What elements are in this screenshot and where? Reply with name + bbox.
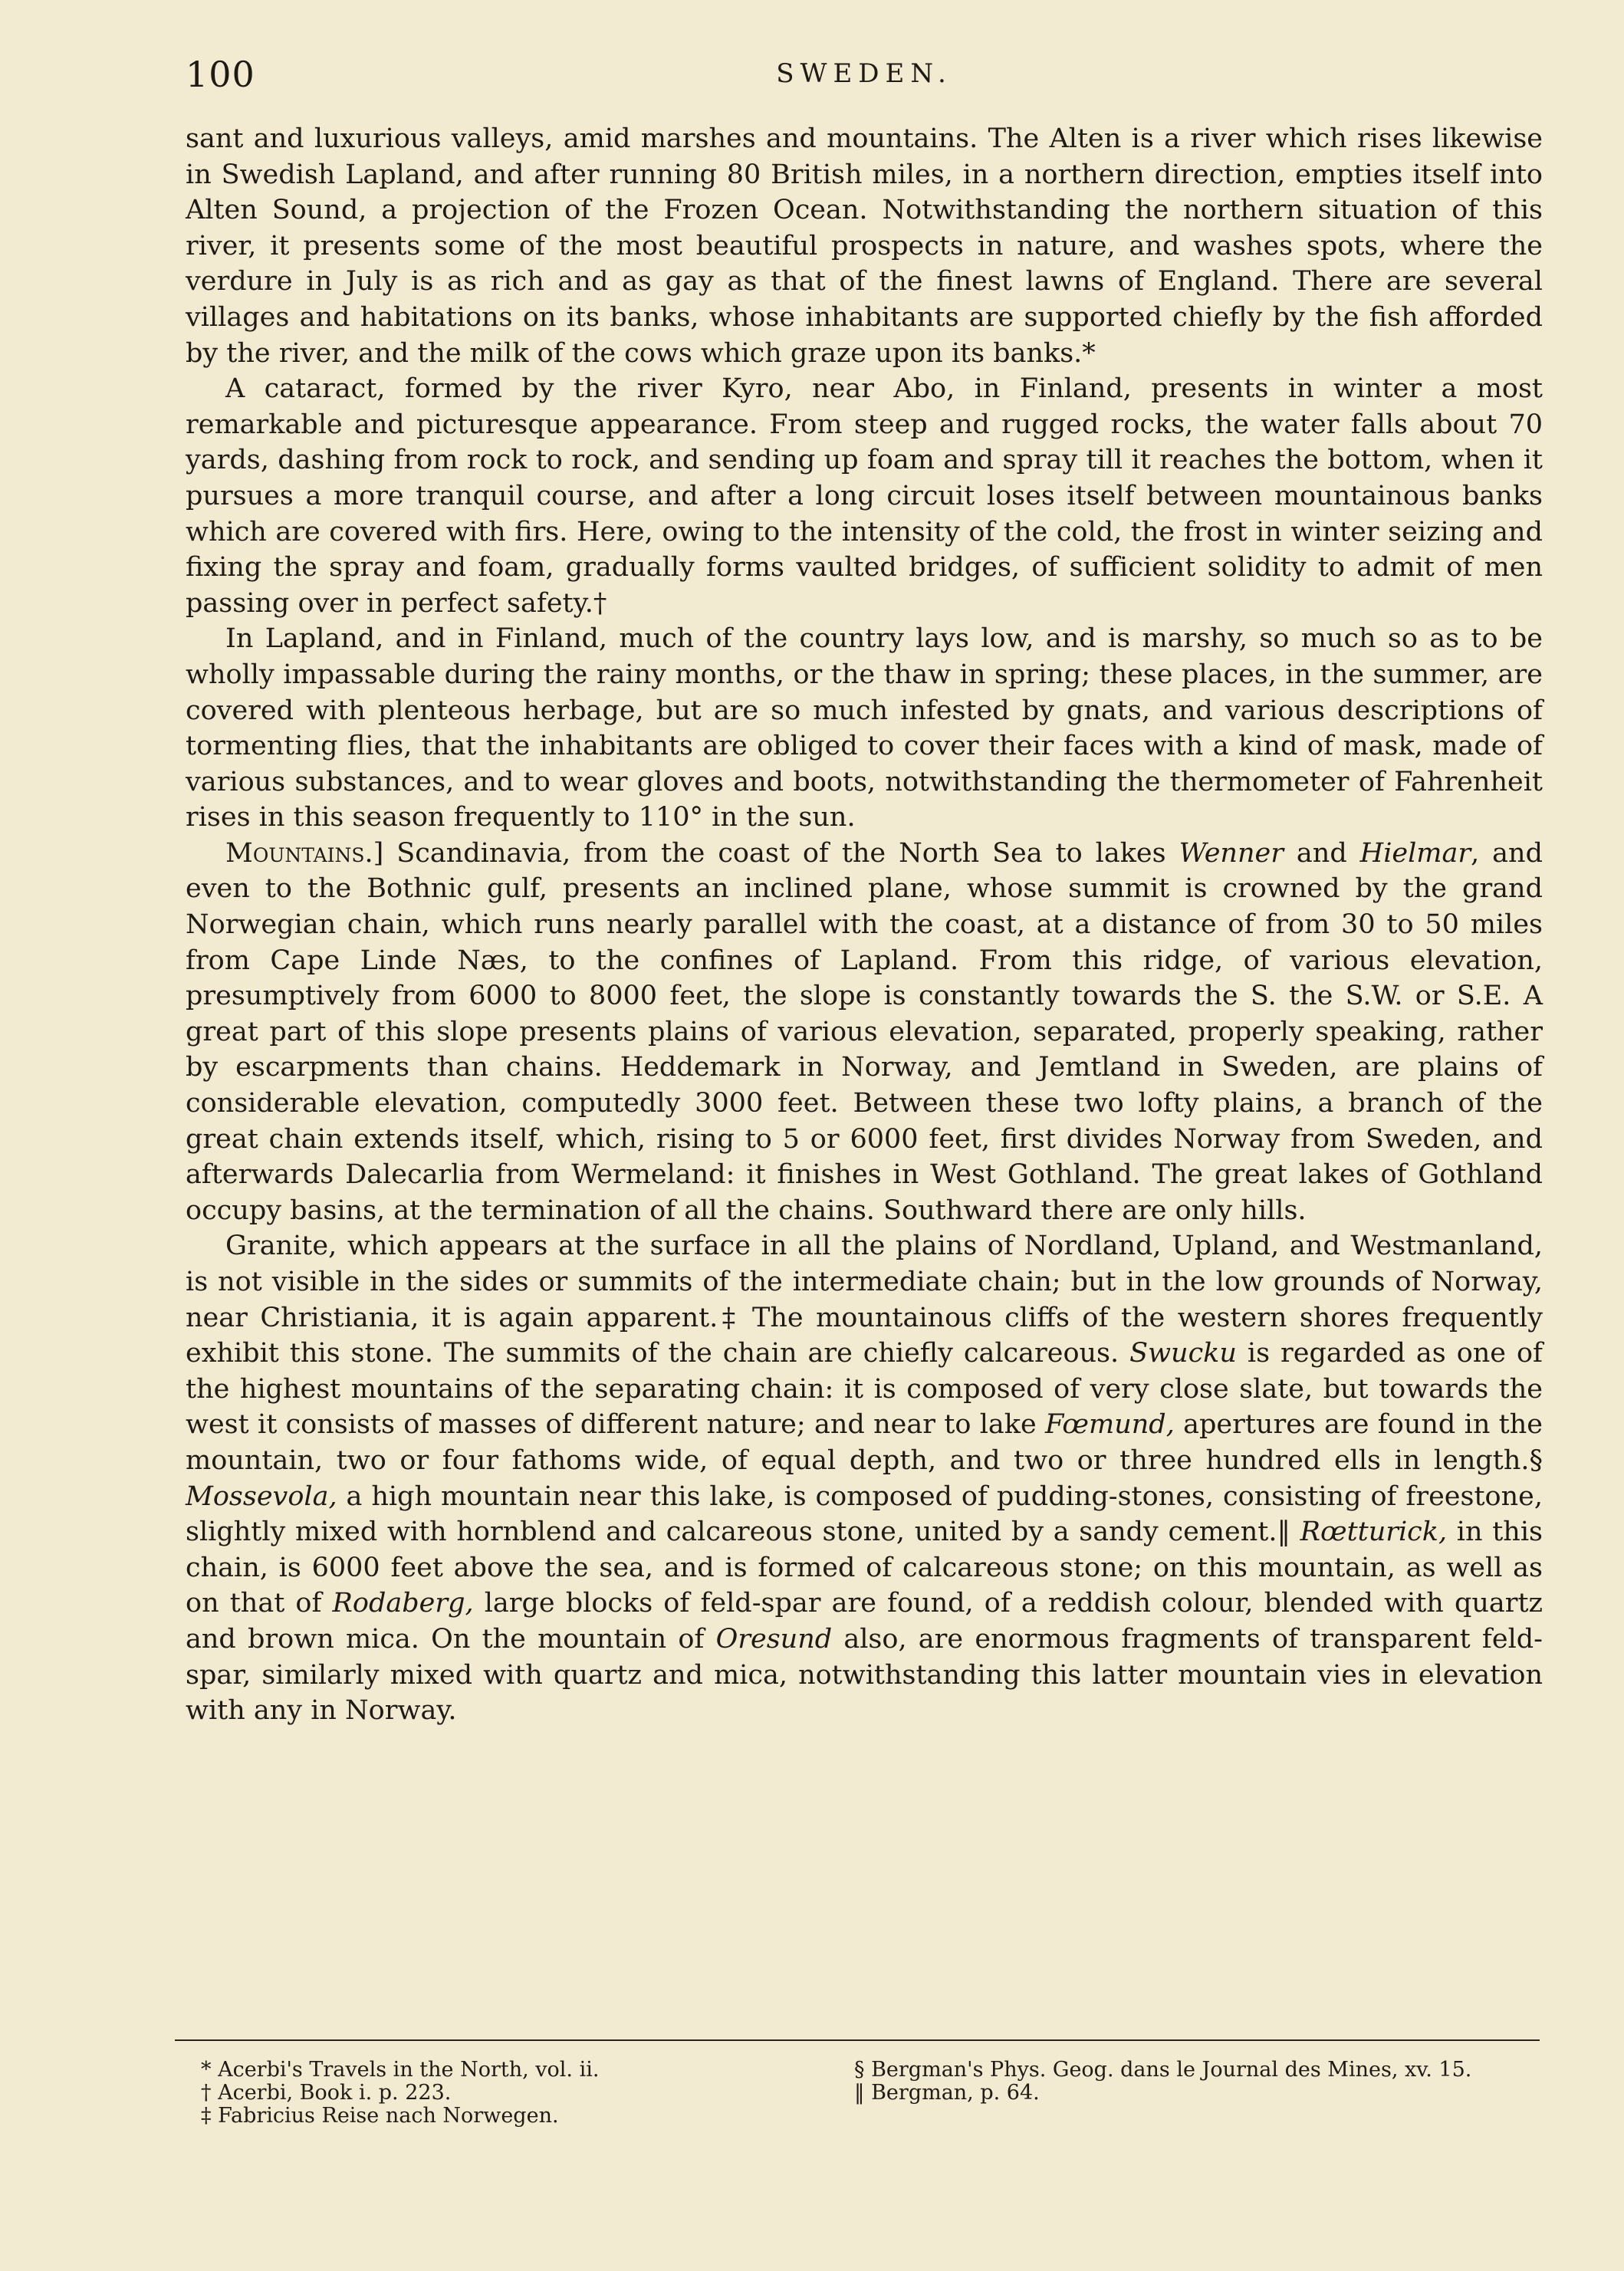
- paragraph-granite: [186, 1228, 1543, 1728]
- text-run: a high mountain near this lake, is composed of pudding-stones, consisting of freestone, slightly mixed with hornblend and calcareous stone, united by a sandy cement.‖: [186, 1481, 1543, 1548]
- body-text: [186, 121, 1543, 1729]
- place-name-mossevola: Mossevola,: [186, 1481, 337, 1512]
- footnote-rule: [175, 2039, 1540, 2041]
- text-run: , and even to the Bothnic gulf, presents an inclined plane, whose summit is crowned by the grand Norwegian chain, which runs nearly parallel with the coast, at a distance of from 30 to 50 miles from Cape Linde Næs, to the confines of Lapland. From this ridge, of various elevation, presumptively from 6000 to 8000 feet, the slope is constantly towards the S. the S.W. or S.E. A great part of this slope presents plains of various elevation, separated, properly speaking, rather by escarpments than chains. Heddemark in Norway, and Jemtland in Sweden, are plains of considerable elevation, computedly 3000 feet. Between these two lofty plains, a branch of the great chain extends itself, which, rising to 5 or 6000 feet, first divides Norway from Sweden, and afterwards Dalecarlia from Wermeland: it finishes in West Gothland. The great lakes of Gothland occupy basins, at the termination of all the chains. Southward there are only hills.: [186, 837, 1543, 1226]
- footnote: ‡ Fabricius Reise nach Norwegen.: [201, 2104, 559, 2128]
- place-name-foemund: Fœmund,: [1045, 1409, 1175, 1441]
- paragraph-mountains: [186, 836, 1543, 1229]
- text-run: and: [1283, 837, 1360, 869]
- text-run: Scandinavia, from the coast of the North Sea to lakes: [383, 837, 1179, 869]
- running-title: SWEDEN.: [776, 58, 952, 89]
- footnote: ‖ Bergman, p. 64.: [854, 2081, 1040, 2105]
- footnote: § Bergman's Phys. Geog. dans le Journal des Mines, xv. 15.: [854, 2058, 1472, 2082]
- text-run: is regarded as one of the highest mountains of the separating chain: it is composed of very close slate, but towards the west it consists of masses of different nature; and near to lake: [186, 1338, 1543, 1441]
- place-name-swucku: Swucku: [1129, 1338, 1237, 1369]
- place-name-hielmar: Hielmar: [1359, 837, 1471, 869]
- text-run: large blocks of feld-spar are found, of a reddish colour, blended with quartz and brown mica. On the mountain of: [186, 1588, 1543, 1655]
- page-header: [186, 54, 1543, 103]
- text-run: in this chain, is 6000 feet above the sea, and is formed of calcareous stone; on this mountain, as well as on that of: [186, 1517, 1543, 1619]
- text-run: apertures are found in the mountain, two or four fathoms wide, of equal depth, and two or three hundred ells in length.§: [186, 1409, 1543, 1476]
- footnote: * Acerbi's Travels in the North, vol. ii.: [201, 2058, 600, 2082]
- footnote: † Acerbi, Book i. p. 223.: [201, 2081, 452, 2105]
- page-number: 100: [186, 54, 255, 95]
- place-name-wenner: Wenner: [1179, 837, 1284, 869]
- text-run: Granite, which appears at the surface in all the plains of Nordland, Upland, and Westmanland, is not visible in the sides or summits of the intermediate chain; but in the low grounds of Norway, near Christiania, it is again apparent.‡ The mountainous cliffs of the western shores frequently exhibit this stone. The summits of the chain are chiefly calcareous.: [186, 1231, 1543, 1369]
- text-run: also, are enormous fragments of transparent feld-spar, similarly mixed with quartz and mica, notwithstanding this latter mountain vies in elevation with any in Norway.: [186, 1623, 1543, 1727]
- place-name-roetturick: Rœtturick,: [1300, 1517, 1448, 1548]
- place-name-rodaberg: Rodaberg,: [332, 1588, 474, 1619]
- place-name-oresund: Oresund: [715, 1623, 833, 1655]
- paragraph-cataract: A cataract, formed by the river Kyro, near Abo, in Finland, presents in winter a most remarkable and picturesque appearance. From steep and rugged rocks, the water falls about 70 yards, dashing from rock to rock, and sending up foam and spray till it reaches the bottom, when it pursues a more tranquil course, and after a long circuit loses itself between mountainous banks which are covered with firs. Here, owing to the intensity of the cold, the frost in winter seizing and fixing the spray and foam, gradually forms vaulted bridges, of sufficient solidity to admit of men passing over in perfect safety.†: [186, 373, 1543, 619]
- section-heading-mountains: Mountains.]: [225, 837, 384, 869]
- footnotes-right-column: [854, 2059, 1544, 2105]
- paragraph-alten: sant and luxurious valleys, amid marshes and mountains. The Alten is a river which rises likewise in Swedish Lapland, and after running 80 British miles, in a northern direction, empties itself into Alten Sound, a projection of the Frozen Ocean. Notwithstanding the northern situation of this river, it presents some of the most beautiful prospects in nature, and washes spots, where the verdure in July is as rich and as gay as that of the finest lawns of England. There are several villages and habitations on its banks, whose inhabitants are supported chiefly by the fish afforded by the river, and the milk of the cows which graze upon its banks.*: [186, 123, 1543, 369]
- paragraph-lapland: In Lapland, and in Finland, much of the country lays low, and is marshy, so much so as to be wholly impassable during the rainy months, or the thaw in spring; these places, in the summer, are covered with plenteous herbage, but are so much infested by gnats, and various descriptions of tormenting flies, that the inhabitants are obliged to cover their faces with a kind of mask, made of various substances, and to wear gloves and boots, notwithstanding the thermometer of Fahrenheit rises in this season frequently to 110° in the sun.: [186, 623, 1543, 833]
- footnotes-left-column: [201, 2059, 830, 2128]
